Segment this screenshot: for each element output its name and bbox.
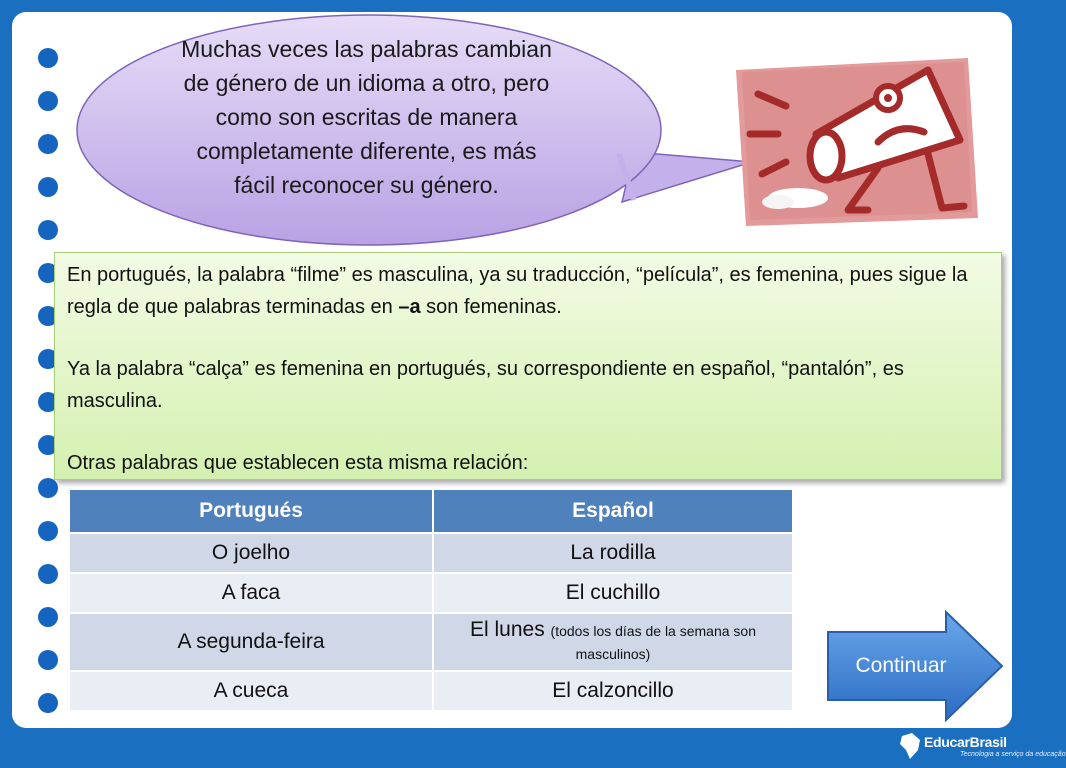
speech-bubble-text: Muchas veces las palabras cambian de género de un idioma a otro, pero como son escritas de manera completamente diferente, es más fácil reconocer su género. bbox=[181, 36, 552, 198]
portuguese-word: A faca bbox=[69, 573, 433, 613]
portuguese-word: A cueca bbox=[69, 671, 433, 711]
binding-hole-icon bbox=[38, 91, 58, 111]
spanish-word: La rodilla bbox=[433, 533, 793, 573]
table-row bbox=[69, 573, 793, 613]
suffix-highlight: –a bbox=[398, 296, 421, 318]
spanish-cell bbox=[433, 613, 793, 671]
binding-hole-icon bbox=[38, 521, 58, 541]
speech-bubble bbox=[74, 12, 764, 252]
binding-hole-icon bbox=[38, 177, 58, 197]
binding-hole-icon bbox=[38, 48, 58, 68]
binding-hole-icon bbox=[38, 564, 58, 584]
explanation-text: En portugués, la palabra “filme” es masculina, ya su traducción, “película”, es femenina, pues sigue la regla de que palabras terminadas en bbox=[67, 264, 968, 318]
binding-hole-icon bbox=[38, 134, 58, 154]
spanish-word: El calzoncillo bbox=[433, 671, 793, 711]
table-row bbox=[69, 613, 793, 671]
binding-hole-icon bbox=[38, 693, 58, 713]
explanation-text: son femeninas. bbox=[420, 296, 562, 318]
explanation-paragraph-2: Ya la palabra “calça” es femenina en portugués, su correspondiente en español, “pantalón”, es masculina. bbox=[67, 358, 904, 412]
column-header-spanish: Español bbox=[433, 489, 793, 533]
binding-hole-icon bbox=[38, 220, 58, 240]
table-header-row bbox=[69, 489, 793, 533]
vocabulary-table bbox=[68, 488, 794, 712]
binding-hole-icon bbox=[38, 650, 58, 670]
column-header-portuguese: Portugués bbox=[69, 489, 433, 533]
explanation-box bbox=[54, 252, 1002, 480]
spanish-note: (todos los días de la semana son masculinos) bbox=[550, 623, 757, 662]
educarbrasil-logo bbox=[898, 730, 1066, 764]
binding-hole-icon bbox=[38, 478, 58, 498]
continue-button-label: Continuar bbox=[855, 654, 947, 677]
explanation-paragraph-3: Otras palabras que establecen esta misma relación: bbox=[67, 452, 529, 474]
portuguese-word: A segunda-feira bbox=[69, 613, 433, 671]
logo-tagline: Tecnologia a serviço da educação bbox=[960, 751, 1066, 758]
spanish-word: El lunes bbox=[469, 618, 545, 641]
portuguese-word: O joelho bbox=[69, 533, 433, 573]
table-row bbox=[69, 533, 793, 573]
explanation-paragraph-1 bbox=[67, 259, 989, 323]
brazil-map-icon bbox=[898, 732, 922, 760]
megaphone-character-icon bbox=[728, 50, 988, 230]
table-row bbox=[69, 671, 793, 711]
logo-name: EducarBrasil bbox=[924, 734, 1007, 750]
binding-hole-icon bbox=[38, 607, 58, 627]
spanish-word: El cuchillo bbox=[433, 573, 793, 613]
continue-button[interactable] bbox=[826, 610, 1004, 722]
